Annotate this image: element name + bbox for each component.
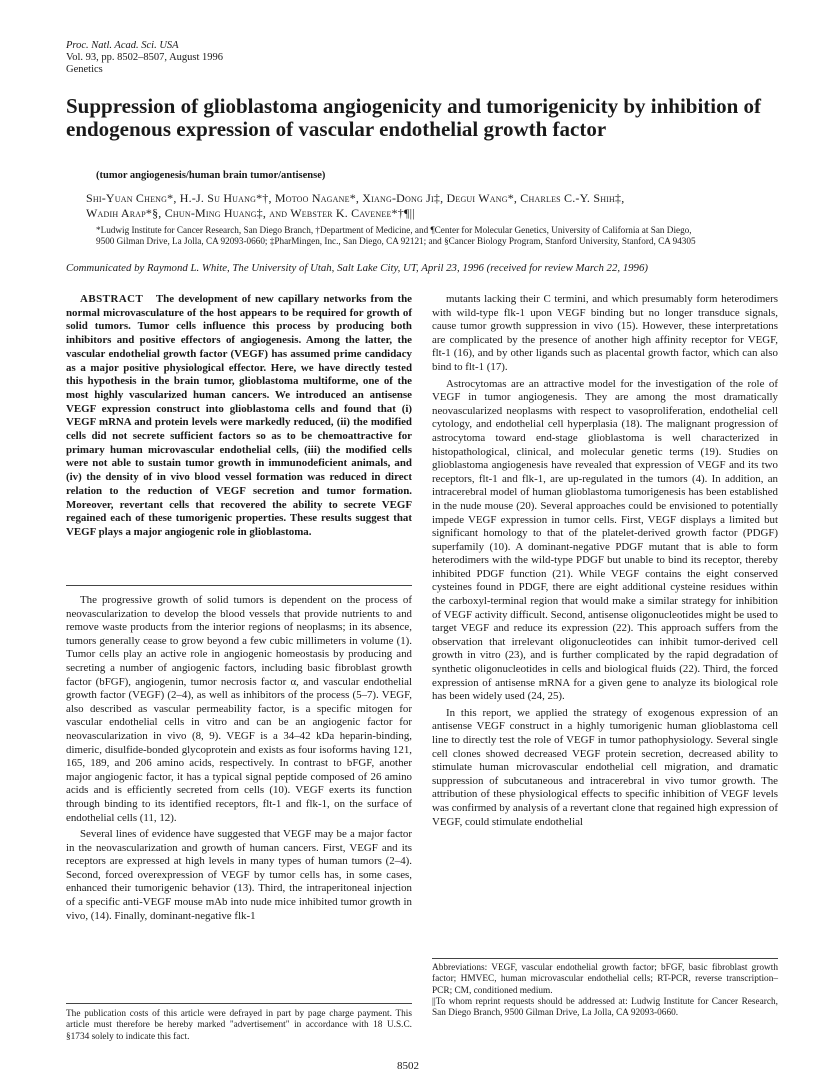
authors-line-1: Shi-Yuan Cheng*, H.-J. Su Huang*†, Motoo Nagane*, Xiang-Dong Ji‡, Degui Wang*, Charles C.-Y. Shih‡, (86, 191, 625, 205)
abstract (66, 293, 412, 540)
body-paragraph: Several lines of evidence have suggested that VEGF may be a major factor in the neovascularization and growth of human cancers. First, VEGF and its receptors are expressed at high levels in many types of human tumors (2–4). Second, forced overexpression of VEGF by tumor cells has, in some cases, enhanced their tumorigenic behavior (13). Third, the intraperitoneal injection of a specific anti-VEGF mouse mAb into nude mice inhibited tumor growth in vivo, (14). Finally, dominant-negative flk-1 (66, 828, 412, 922)
body-paragraph: In this report, we applied the strategy of exogenous expression of an antisense VEGF construct in a highly tumorigenic human glioblastoma cell line to directly test the role of VEGF in tumor pathophysiology. Several single cell clones showed decreased VEGF protein secretion, decreased ability to stimulate human microvascular endothelial cell migration, and dramatic suppression of subcutaneous and intracerebral in vivo tumor growth. The attribution of these physiological effects to specific inhibition of VEGF levels was confirmed by analysis of a revertant clone that regained high expression of VEGF, could stimulate endothelial (432, 706, 778, 828)
body-paragraph: The progressive growth of solid tumors is dependent on the process of neovascularization to develop the blood vessels that provide nutrients to and remove waste products from the interior regions of neoplasms; in its absence, tumors generally cease to grow beyond a few cubic millimeters in volume (1). Tumor cells play an active role in angiogenic homeostasis by producing and secreting a number of angiogenic factors, including basic fibroblast growth factor (bFGF), angiogenin, tumor necrosis factor α, and vascular endothelial growth factor (VEGF) (2–4), as well as inhibitors of the process (5–7). VEGF, also described as vascular permeability factor, is a specific mitogen for vascular endothelial cells in vitro and can be an angiogenic factor for neovascularization in vivo (8, 9). VEGF is a 34–42 kDa heparin-binding, dimeric, disulfide-bonded glycoprotein and exists as four isoforms having 121, 165, 189, and 206 amino acids, respectively. In contrast to bFGF, another major angiogenic factor, it has a typical signal peptide composed of 26 amino acids and is efficiently secreted from cells (10). VEGF exerts its function through binding to its identified receptors, flt-1 and flk-1, on the surface of endothelial cells (11, 12). (66, 594, 412, 824)
authors-line-2: Wadih Arap*§, Chun-Ming Huang‡, and Webster K. Cavenee*†¶|| (86, 206, 415, 220)
body-paragraph: mutants lacking their C termini, and which presumably form heterodimers with wild-type flk-1 upon VEGF binding but no longer transduce signals, cause tumor growth suppression in vivo (15). However, these interpretations are complicated by the presence of another high affinity receptor for VEGF, flt-1 (16), and by other ligands such as placental growth factor, which can also bind to flt-1 (17). (432, 293, 778, 373)
keywords: (tumor angiogenesis/human brain tumor/antisense) (96, 170, 326, 181)
page-number: 8502 (397, 1060, 419, 1072)
body-left-column (66, 594, 412, 923)
affiliations (96, 225, 786, 247)
journal-name: Proc. Natl. Acad. Sci. USA (66, 40, 179, 51)
abbreviations-note: Abbreviations: VEGF, vascular endothelial growth factor; bFGF, basic fibroblast growth factor; HMVEC, human microvascular endothelial cells; RT-PCR, reverse transcription–PCR; CM, conditioned medium. (432, 963, 778, 996)
reprint-note: ||To whom reprint requests should be addressed at: Ludwig Institute for Cancer Research, San Diego Branch, 9500 Gilman Drive, La Jolla, CA 92093-0660. (432, 996, 778, 1019)
body-right-column (432, 293, 778, 829)
affiliations-line-2: 9500 Gilman Drive, La Jolla, CA 92093-0660; ‡PharMingen, Inc., San Diego, CA 92121; and §Cancer Biology Program, Stanford University, Stanford, CA 94305 (96, 236, 696, 246)
communicated-by: Communicated by Raymond L. White, The University of Utah, Salt Lake City, UT, April 23, 1996 (received for review March 22, 1996) (66, 262, 648, 274)
abstract-text: The development of new capillary networks from the normal microvasculature of the host appears to be required for growth of solid tumors. Tumor cells influence this process by producing both inhibitors and positive effectors of angiogenesis. Among the latter, the vascular endothelial growth factor (VEGF) has assumed prime candidacy as a major positive physiological effector. Here, we have directly tested this hypothesis in the brain tumor, glioblastoma multiforme, one of the most highly vascularized human cancers. We introduced an antisense VEGF expression construct into glioblastoma cells and found that (i) VEGF mRNA and protein levels were markedly reduced, (ii) the modified cells did not secrete sufficient factors so as to be chemoattractive for primary human microvascular endothelial cells, (iii) the modified cells were not able to sustain tumor growth in immunodeficient animals, and (iv) the density of in vivo blood vessel formation was reduced in direct relation to the reduction of VEGF secretion and tumor formation. Moreover, revertant cells that recovered the ability to secrete VEGF regained each of these tumorigenic properties. These results suggest that VEGF plays a major angiogenic role in glioblastoma. (66, 293, 412, 538)
author-list (86, 191, 776, 221)
footnotes-right (432, 963, 778, 1019)
volume-line: Vol. 93, pp. 8502–8507, August 1996 (66, 52, 224, 63)
section-name: Genetics (66, 64, 103, 75)
footnote-divider-right (432, 958, 778, 959)
article-title: Suppression of glioblastoma angiogenicity and tumorigenicity by inhibition of endogenous expression of vascular endothelial growth factor (66, 94, 762, 141)
publication-cost-note: The publication costs of this article were defrayed in part by page charge payment. This article must therefore be hereby marked "advertisement" in accordance with 18 U.S.C. §1734 solely to indicate this fact. (66, 1009, 412, 1042)
abstract-divider (66, 585, 412, 586)
affiliations-line-1: *Ludwig Institute for Cancer Research, San Diego Branch, †Department of Medicine, and ¶Center for Molecular Genetics, University of California at San Diego, (96, 225, 692, 235)
abstract-label: ABSTRACT (80, 293, 144, 305)
footnote-divider-left (66, 1003, 412, 1004)
body-paragraph: Astrocytomas are an attractive model for the investigation of the role of VEGF in tumor angiogenesis. They are among the most dramatically neovascularized neoplasms with respect to vasoproliferation, endothelial cell cytology, and endothelial cell hyperplasia (18). The malignant progression of astrocytoma toward end-stage glioblastoma is well characterized in histopathological, clinical, and molecular genetic terms (19). Studies on glioblastoma angiogenesis have revealed that expression of VEGF and its two receptors, flt-1 and flk-1, are up-regulated in the tumors (4). In addition, an intracerebral model of human glioblastoma tumorigenesis has been established in the nude mouse (20). Several approaches could be envisioned to potentially impede VEGF expression in tumor cells. First, VEGF displays a limited but significant homology to that of the platelet-derived growth factor (PDGF) superfamily (10). A dominant-negative PDGF mutant that is able to form heterodimers with the wild-type PDGF but unable to bind its receptor, thereby inhibited PDGF function (21). While VEGF contains the eight conserved cysteines found in PDGF, there are eight additional cysteine residues within the carboxyl-terminal region that would make a similar strategy for inhibition of VEGF activity difficult. Second, antisense oligonucleotides might be used to target VEGF and reduce its expression (22). This approach suffers from the observation that irrelevant oligonucleotides can inhibit tumor-derived cell growth in vitro (23), and is further complicated by the rapid degradation of synthetic oligonucleotides in cells and biological fluids (22). Third, the forced expression of antisense mRNA for a given gene to analyze its biological role has been widely used (24, 25). (432, 377, 778, 703)
journal-header (66, 40, 223, 76)
